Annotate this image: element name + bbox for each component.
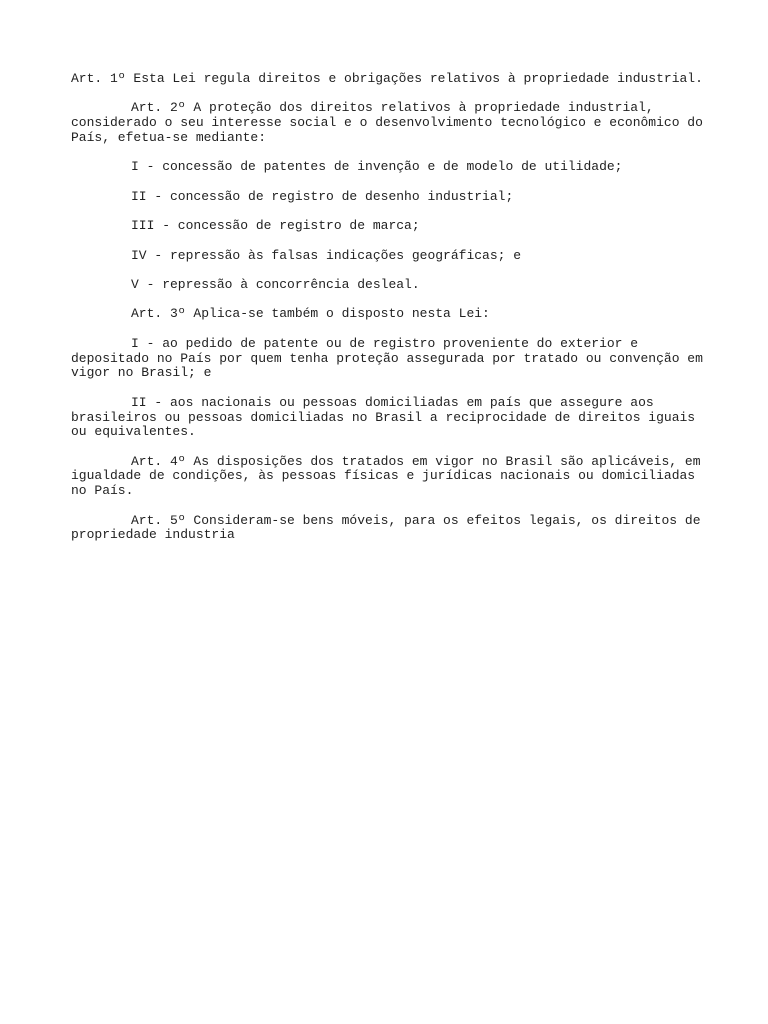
- document-body: [71, 72, 711, 558]
- paragraph-art-3-item-ii: II - aos nacionais ou pessoas domiciliadas em país que assegure aos brasileiros ou pessoas domiciliadas no Brasil a reciprocidade de direitos iguais ou equivalentes.: [71, 394, 703, 440]
- paragraph-art-2-item-iii: III - concessão de registro de marca;: [131, 218, 420, 234]
- paragraph-art-5: Art. 5º Consideram-se bens móveis, para os efeitos legais, os direitos de propriedade industria: [71, 512, 709, 543]
- paragraph-art-3: Art. 3º Aplica-se também o disposto nesta Lei:: [131, 306, 490, 322]
- paragraph-art-3-item-i: I - ao pedido de patente ou de registro proveniente do exterior e depositado no País por quem tenha proteção assegurada por tratado ou convenção em vigor no Brasil; e: [71, 335, 711, 381]
- paragraph-art-2: Art. 2º A proteção dos direitos relativos à propriedade industrial, considerado o seu interesse social e o desenvolvimento tecnológico e econômico do País, efetua-se mediante:: [71, 100, 711, 145]
- paragraph-art-4: Art. 4º As disposições dos tratados em vigor no Brasil são aplicáveis, em igualdade de condições, às pessoas físicas e jurídicas nacionais ou domiciliadas no País.: [71, 453, 709, 499]
- paragraph-art-2-item-iv: IV - repressão às falsas indicações geográficas; e: [131, 247, 522, 263]
- paragraph-art-2-item-ii: II - concessão de registro de desenho industrial;: [131, 188, 514, 204]
- paragraph-art-2-item-v: V - repressão à concorrência desleal.: [131, 276, 420, 292]
- paragraph-art-1: Art. 1º Esta Lei regula direitos e obrigações relativos à propriedade industrial.: [71, 71, 703, 86]
- paragraph-art-2-item-i: I - concessão de patentes de invenção e de modelo de utilidade;: [131, 159, 623, 175]
